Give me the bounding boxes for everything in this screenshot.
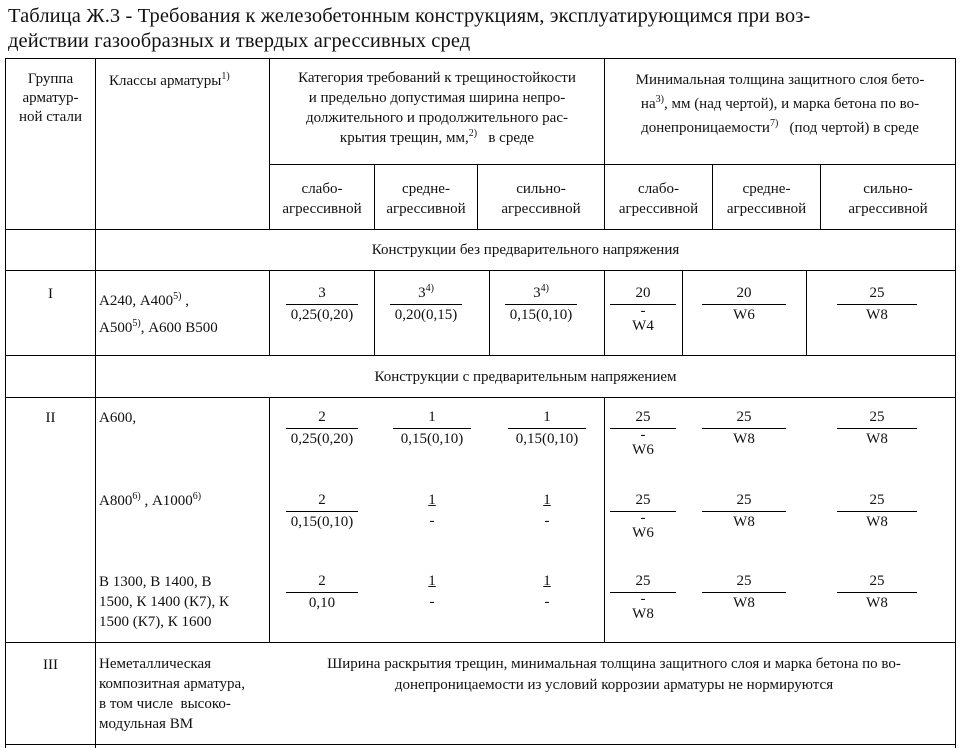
g1-cover-strong <box>837 284 917 325</box>
g2r2-crack-weak <box>286 491 358 532</box>
subheader-line: средне- <box>402 181 450 197</box>
border-col3-g1 <box>374 270 375 355</box>
g2r1-cover-weak <box>610 408 676 460</box>
header-group-line: ной стали <box>18 109 82 125</box>
subheader-line: средне- <box>742 181 791 197</box>
footnote-ref: 5) <box>173 291 182 302</box>
footnote-ref: 5) <box>132 318 141 329</box>
frac-den: W8 <box>866 595 888 611</box>
footnote-ref: 4) <box>540 283 549 294</box>
header-crack <box>270 68 604 148</box>
header-crack-line: Категория требований к трещиностойкости <box>298 70 576 86</box>
subheader-line: слабо- <box>638 181 679 197</box>
frac-num: 2 <box>286 572 358 593</box>
title-line-1: Таблица Ж.3 - Требования к железобетонным конструкциям, эксплуатирующимся при воз- <box>8 5 811 27</box>
subheader-cover-weak <box>605 179 712 219</box>
subheader-line: агрессивной <box>618 201 699 217</box>
subheader-line: агрессивной <box>848 201 928 217</box>
border-col2-g2 <box>269 397 270 642</box>
class-line: 1500, К 1400 (К7), К <box>99 594 230 610</box>
g1-crack-medium <box>390 284 462 325</box>
g2r2-cover-strong <box>837 491 917 532</box>
frac-dash: - <box>640 427 646 443</box>
frac-num: 25 <box>610 408 676 429</box>
g1-cover-weak <box>610 284 676 336</box>
class-line: Неметаллическая <box>99 656 212 672</box>
border-col4-g1 <box>489 270 490 355</box>
header-classes <box>109 71 269 91</box>
g2r3-cover-medium <box>702 572 786 613</box>
frac-dash: - <box>640 303 646 319</box>
header-cover <box>605 68 955 140</box>
frac-dash: - <box>640 510 646 526</box>
header-group <box>6 70 95 127</box>
class-line: в том числе высоко- <box>99 696 231 712</box>
frac-num: 25 <box>702 408 786 429</box>
border-col7-g1 <box>806 270 807 355</box>
g1-crack-weak <box>286 284 358 325</box>
g2-row1-classes: А600, <box>99 410 137 426</box>
footnote-ref: 6) <box>132 491 141 502</box>
frac-den: 0,15(0,10) <box>290 514 354 530</box>
g2-row2-classes <box>99 491 269 511</box>
group3-classes <box>99 654 271 734</box>
subheader-line: агрессивной <box>386 201 466 217</box>
frac-num <box>390 284 462 305</box>
header-crack-line: должительного и продолжительного рас- <box>306 110 568 126</box>
subheader-line: сильно- <box>516 181 566 197</box>
g2r1-cover-strong <box>837 408 917 449</box>
subheader-line: агрессивной <box>726 201 807 217</box>
header-cover-line <box>605 116 955 140</box>
frac-den: - <box>429 594 435 610</box>
g2r2-cover-weak <box>610 491 676 543</box>
frac-den: 0,15(0,10) <box>509 307 573 323</box>
frac-num: 2 <box>286 491 358 512</box>
border-header-bottom <box>5 229 956 230</box>
requirements-table <box>5 58 956 748</box>
frac-den: 0,10 <box>308 595 336 611</box>
g2r1-crack-medium <box>393 408 471 449</box>
group1-classes <box>99 288 269 342</box>
note-line: Ширина раскрытия трещин, минимальная толщина защитного слоя и марка бетона по во- <box>327 656 901 672</box>
group3-note <box>273 654 955 696</box>
frac-num: 1 <box>543 573 551 589</box>
frac-den: 0,15(0,10) <box>400 431 464 447</box>
frac-num: 1 <box>508 408 586 429</box>
subheader-line: сильно- <box>863 181 913 197</box>
frac-num: 25 <box>837 284 917 305</box>
frac-num: 1 <box>428 573 436 589</box>
g2r3-crack-strong <box>508 572 586 612</box>
footnote-ref: 1) <box>221 71 230 82</box>
frac-num-text: 3 <box>533 285 541 301</box>
frac-den: - <box>544 513 550 529</box>
border-right <box>955 58 956 748</box>
g1-crack-strong <box>505 284 577 325</box>
g2r2-crack-strong <box>508 491 586 531</box>
frac-den: W8 <box>733 431 755 447</box>
title-line-2: действии газообразных и твердых агрессивных сред <box>8 30 471 52</box>
border-left <box>5 58 6 748</box>
header-crack-line <box>270 128 604 148</box>
g2-row3-classes <box>99 572 269 632</box>
frac-num: 25 <box>610 572 676 593</box>
border-col6-g1 <box>682 270 683 355</box>
subheader-line: агрессивной <box>282 201 362 217</box>
note-line: донепроницаемости из условий коррозии арматуры не нормируются <box>394 677 834 693</box>
border-sec2-bottom <box>5 397 956 398</box>
border-col2-g1 <box>269 270 270 355</box>
header-crack-line: и предельно допустимая ширина непро- <box>308 90 566 106</box>
header-crack-text: крытия трещин, мм, <box>339 130 469 146</box>
subheader-line: агрессивной <box>501 201 581 217</box>
frac-den: W6 <box>733 307 755 323</box>
frac-den: 0,25(0,20) <box>290 307 354 323</box>
group-label-2: II <box>45 410 56 426</box>
class-line: модульная ВМ <box>99 716 194 732</box>
footnote-ref: 7) <box>769 118 779 129</box>
border-col5-g2 <box>604 397 605 642</box>
frac-den: W8 <box>632 606 654 622</box>
frac-num: 25 <box>702 572 786 593</box>
group1-classes-line <box>99 288 269 315</box>
header-cover-text: на <box>640 96 656 112</box>
border-col5-g1 <box>604 270 605 355</box>
class-text: , <box>185 293 190 309</box>
class-text: А500 <box>99 320 133 336</box>
frac-num <box>505 284 577 305</box>
footnote-ref: 2) <box>468 128 478 139</box>
header-cover-text: , мм (над чертой), и марка бетона по во- <box>663 96 920 112</box>
subheader-line: слабо- <box>301 181 343 197</box>
frac-den: - <box>544 594 550 610</box>
subheader-crack-weak <box>270 179 374 219</box>
frac-num: 3 <box>286 284 358 305</box>
frac-den: W8 <box>733 595 755 611</box>
frac-dash: - <box>640 591 646 607</box>
frac-den: W4 <box>632 318 654 334</box>
frac-num: 25 <box>610 491 676 512</box>
border-top <box>5 58 956 59</box>
frac-den: - <box>429 513 435 529</box>
class-text: А240, А400 <box>99 293 174 309</box>
border-sec1-bottom <box>5 270 956 271</box>
header-group-line: арматур- <box>22 90 79 106</box>
frac-num-text: 3 <box>418 285 426 301</box>
header-group-line: Группа <box>27 71 74 87</box>
frac-den: W8 <box>733 514 755 530</box>
border-bottom <box>5 744 956 745</box>
header-crack-tail: в среде <box>488 130 535 146</box>
border-col1 <box>95 58 96 748</box>
header-cover-text: (под чертой) в среде <box>789 120 919 136</box>
g2r1-crack-weak <box>286 408 358 449</box>
class-text: , А600 В500 <box>140 320 218 336</box>
header-cover-line <box>605 92 955 116</box>
frac-den: W8 <box>866 514 888 530</box>
frac-num: 25 <box>837 491 917 512</box>
frac-den: 0,15(0,10) <box>515 431 579 447</box>
footnote-ref: 3) <box>655 94 664 105</box>
frac-num: 1 <box>543 492 551 508</box>
header-classes-text: Классы арматуры <box>109 73 222 89</box>
frac-den: W8 <box>866 431 888 447</box>
group-label-3: III <box>43 657 58 673</box>
table-title <box>8 4 953 54</box>
frac-num: 20 <box>702 284 786 305</box>
frac-num: 2 <box>286 408 358 429</box>
header-cover-line: Минимальная толщина защитного слоя бето- <box>635 72 925 88</box>
section-no-prestress: Конструкции без предварительного напряжения <box>371 242 680 258</box>
subheader-cover-medium <box>713 179 820 219</box>
g2r3-crack-medium <box>393 572 471 612</box>
frac-num: 25 <box>837 408 917 429</box>
group1-classes-line <box>99 315 269 342</box>
class-line: композитная арматура, <box>99 676 245 692</box>
subheader-crack-medium <box>375 179 477 219</box>
frac-num: 1 <box>428 492 436 508</box>
frac-num: 20 <box>610 284 676 305</box>
g2r2-crack-medium <box>393 491 471 531</box>
frac-den: W6 <box>632 442 654 458</box>
g2r1-crack-strong <box>508 408 586 449</box>
footnote-ref: 4) <box>425 283 434 294</box>
frac-den: 0,25(0,20) <box>290 431 354 447</box>
border-g1-bottom <box>5 355 956 356</box>
g2r1-cover-medium <box>702 408 786 449</box>
frac-num: 25 <box>702 491 786 512</box>
border-g2-bottom <box>5 642 956 643</box>
frac-num: 25 <box>837 572 917 593</box>
subheader-crack-strong <box>478 179 604 219</box>
class-text: А800 <box>99 493 133 509</box>
frac-num: 1 <box>393 408 471 429</box>
class-line: В 1300, В 1400, В <box>99 574 212 590</box>
frac-den: W8 <box>866 307 888 323</box>
g2r2-cover-medium <box>702 491 786 532</box>
group-label-1: I <box>48 286 53 302</box>
class-line: 1500 (К7), К 1600 <box>99 614 212 630</box>
footnote-ref: 6) <box>192 491 202 502</box>
border-header-mid <box>269 164 956 165</box>
section-prestress: Конструкции с предварительным напряжением <box>374 369 677 385</box>
frac-den: 0,20(0,15) <box>394 307 458 323</box>
g2r3-cover-weak <box>610 572 676 624</box>
frac-den: W6 <box>632 525 654 541</box>
header-cover-text: донепроницаемости <box>641 120 770 136</box>
g2r3-crack-weak <box>286 572 358 613</box>
subheader-cover-strong <box>821 179 955 219</box>
class-text: , А1000 <box>144 493 193 509</box>
g2r3-cover-strong <box>837 572 917 613</box>
g1-cover-medium <box>702 284 786 325</box>
